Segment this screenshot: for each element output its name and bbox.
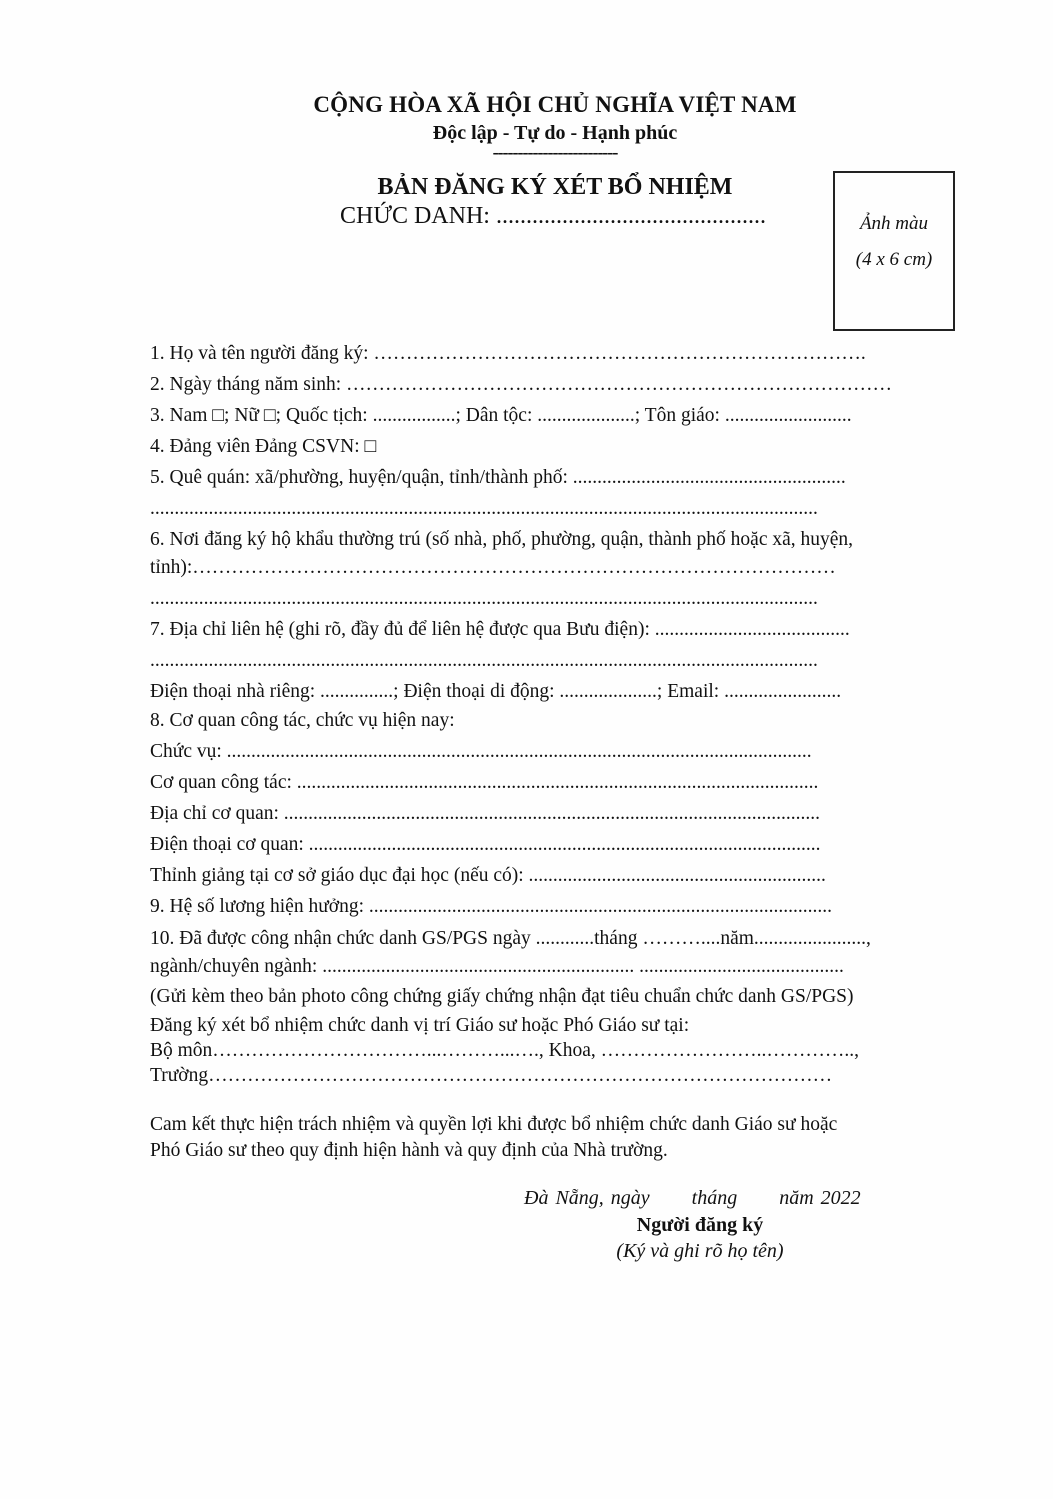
field-full-name[interactable]: 1. Họ và tên người đăng ký: ………………………………………………………………….	[150, 343, 866, 364]
country-header: CỘNG HÒA XÃ HỘI CHỦ NGHĨA VIỆT NAM	[313, 92, 797, 117]
section-registration-position: Đăng ký xét bổ nhiệm chức danh vị trí Giáo sư hoặc Phó Giáo sư tại:	[150, 1015, 690, 1036]
field-major[interactable]: ngành/chuyên ngành: ................................................................ ..........................................	[150, 956, 844, 977]
form-title: BẢN ĐĂNG KÝ XÉT BỔ NHIỆM	[377, 174, 733, 200]
field-gender-nationality-religion[interactable]: 3. Nam □; Nữ □; Quốc tịch: .................; Dân tộc: ....................; Tôn giáo: ..........................	[150, 405, 852, 426]
field-permanent-residence-province[interactable]: tỉnh):………………………………………………………………………………………	[150, 557, 836, 578]
commitment-line-2: Phó Giáo sư theo quy định hiện hành và quy định của Nhà trường.	[150, 1140, 668, 1161]
photo-box	[833, 171, 955, 331]
field-workplace[interactable]: Cơ quan công tác: ...........................................................................................................	[150, 772, 819, 793]
photo-size-label: (4 x 6 cm)	[855, 249, 933, 270]
commitment-line-1: Cam kết thực hiện trách nhiệm và quyền lợi khi được bổ nhiệm chức danh Giáo sư hoặc	[150, 1114, 838, 1135]
field-position[interactable]: Chức vụ: ........................................................................................................................	[150, 741, 812, 762]
field-salary-coefficient[interactable]: 9. Hệ số lương hiện hưởng: ...............................................................................................	[150, 896, 832, 917]
signature-title: Người đăng ký	[636, 1214, 764, 1236]
position-title-field[interactable]: CHỨC DANH: .............................................	[340, 203, 766, 229]
field-contact-address[interactable]: 7. Địa chỉ liên hệ (ghi rõ, đầy đủ để liên hệ được qua Bưu điện): ........................................	[150, 619, 850, 640]
field-workplace-address[interactable]: Địa chỉ cơ quan: ..............................................................................................................	[150, 803, 821, 824]
field-party-member[interactable]: 4. Đảng viên Đảng CSVN: □	[150, 436, 377, 457]
field-department-faculty[interactable]: Bộ môn……………………………...………...…., Khoa, ……………………..…………..,	[150, 1040, 860, 1061]
section-workplace: 8. Cơ quan công tác, chức vụ hiện nay:	[150, 710, 455, 731]
photo-label: Ảnh màu	[859, 213, 929, 234]
note-attachment: (Gửi kèm theo bản photo công chứng giấy chứng nhận đạt tiêu chuẩn chức danh GS/PGS)	[150, 986, 854, 1007]
signature-date: Đà Nẵng, ngày tháng năm 2022	[524, 1187, 861, 1209]
field-phone-email[interactable]: Điện thoại nhà riêng: ...............; Điện thoại di động: ....................; Email: ........................	[150, 681, 842, 702]
field-permanent-residence-continued[interactable]: .........................................................................................................................................	[150, 588, 818, 609]
motto: Độc lập - Tự do - Hạnh phúc	[432, 122, 678, 144]
header-separator: -------------------------	[492, 142, 618, 162]
signature-note: (Ký và ghi rõ họ tên)	[616, 1240, 784, 1262]
field-visiting-lecturer[interactable]: Thỉnh giảng tại cơ sở giáo dục đại học (nếu có): .............................................................	[150, 865, 826, 886]
field-hometown-continued[interactable]: .........................................................................................................................................	[150, 498, 818, 519]
field-contact-address-continued[interactable]: .........................................................................................................................................	[150, 650, 818, 671]
field-permanent-residence: 6. Nơi đăng ký hộ khẩu thường trú (số nhà, phố, phường, quận, thành phố hoặc xã, huyện,	[150, 529, 854, 550]
field-university[interactable]: Trường……………………………………………………………………………………	[150, 1065, 833, 1086]
field-workplace-phone[interactable]: Điện thoại cơ quan: .........................................................................................................	[150, 834, 821, 855]
field-recognition-date[interactable]: 10. Đã được công nhận chức danh GS/PGS ngày ............tháng ………....năm.......................,	[150, 928, 871, 949]
field-hometown[interactable]: 5. Quê quán: xã/phường, huyện/quận, tỉnh/thành phố: ........................................................	[150, 467, 846, 488]
field-date-of-birth[interactable]: 2. Ngày tháng năm sinh: …………………………………………………………………………	[150, 374, 893, 395]
